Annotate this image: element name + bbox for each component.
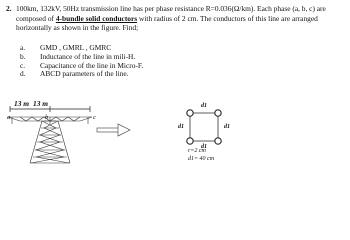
task-text: ABCD parameters of the line. xyxy=(40,69,129,79)
conductor-icon xyxy=(187,110,193,116)
bundle-label-right: d1 xyxy=(224,124,230,130)
question-line-2-post: with radius of 2 cm. The conductors of this line are arranged xyxy=(137,13,318,23)
phase-label-b: b xyxy=(45,114,49,121)
question-line-2-pre: composed of xyxy=(16,13,56,23)
conductor-icon xyxy=(187,138,193,144)
conductor-icon xyxy=(215,110,221,116)
spacing-label: d1= 40 cm xyxy=(188,156,215,162)
question-line-1: 100km, 132kV, 50Hz transmission line has per phase resistance R=0.036(Ω/km). Each phase (a, b, c) are xyxy=(16,4,326,13)
task-letter: c. xyxy=(20,60,26,70)
span-label-2: 13 m xyxy=(33,99,48,108)
task-text: Capacitance of the line in Micro-F. xyxy=(40,60,144,70)
task-letter: b. xyxy=(20,51,26,61)
bundle-label-bottom: d1 xyxy=(201,144,207,150)
span-label-1: 13 m xyxy=(14,99,29,108)
task-letter: d. xyxy=(20,69,26,79)
arrow-right-icon xyxy=(97,124,130,136)
radius-label: r=2 cm xyxy=(188,148,206,154)
task-letter: a. xyxy=(20,43,26,52)
question-line-3: horizontally as shown in the figure. Find; xyxy=(16,23,139,33)
bundle-diagram xyxy=(187,110,221,144)
phase-label-a: a xyxy=(7,114,11,121)
conductor-icon xyxy=(215,138,221,144)
bundle-label-left: d1 xyxy=(178,124,184,130)
task-text: GMD , GMRL , GMRC xyxy=(40,43,112,52)
bundle-label-top: d1 xyxy=(201,103,207,109)
phase-label-c: c xyxy=(93,114,96,121)
bundle-phrase: 4-bundle solid conductors xyxy=(55,13,138,23)
question-number: 2. xyxy=(6,4,12,13)
tower-icon xyxy=(8,117,92,163)
task-text: Inductance of the line in mili-H. xyxy=(40,51,136,61)
